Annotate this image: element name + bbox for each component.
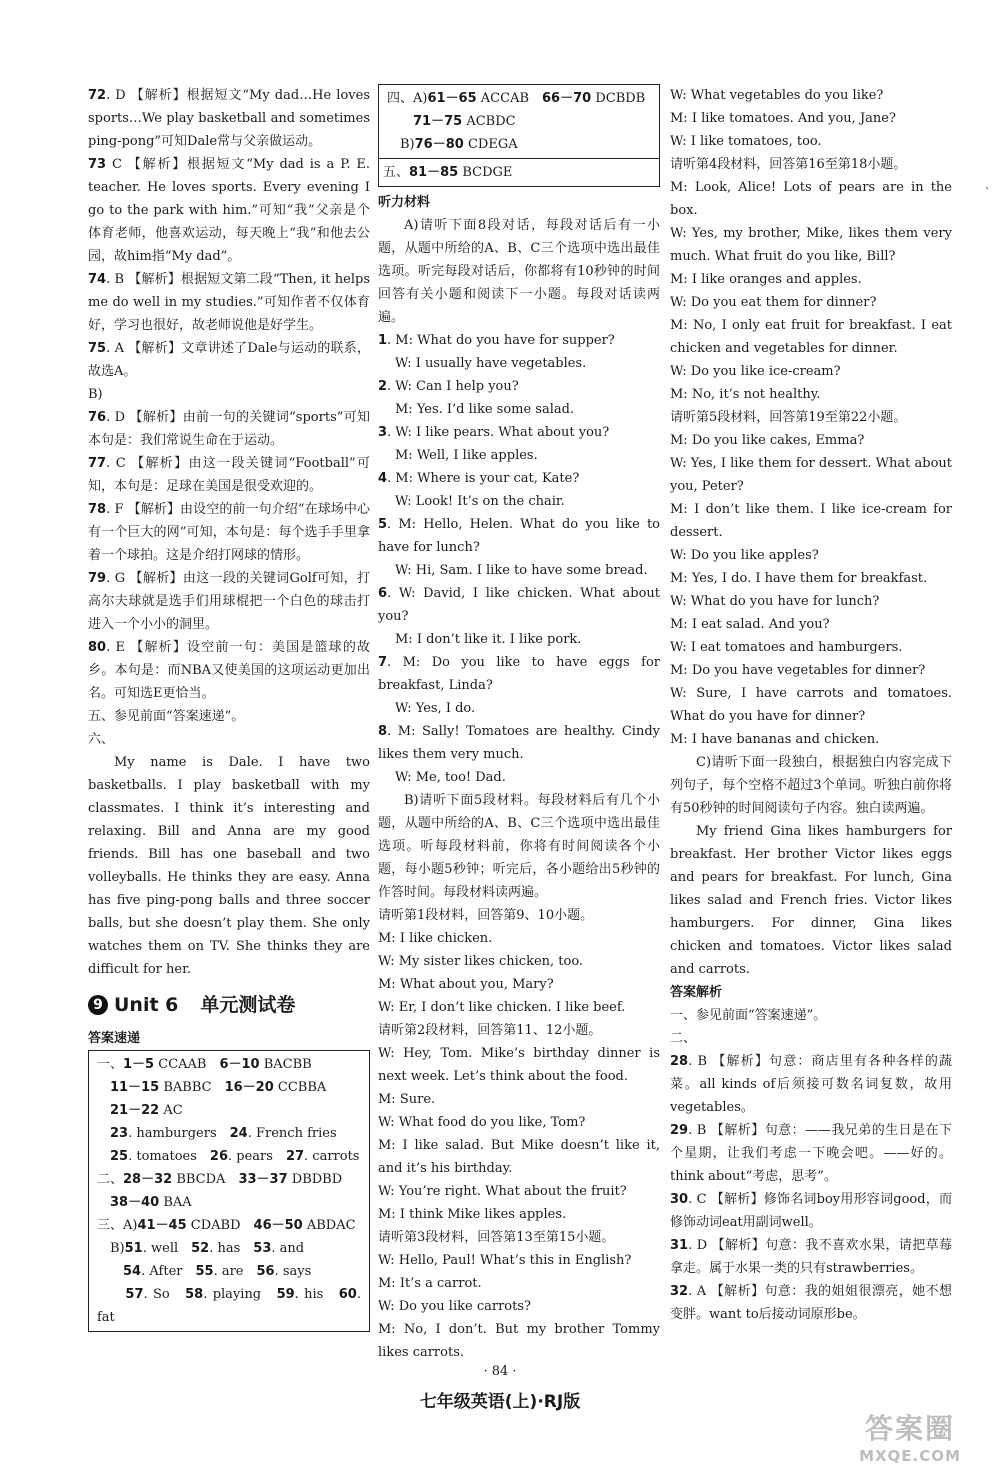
transcript-line: M: I like tomatoes. And you, Jane? (670, 111, 896, 126)
transcript-line: 请听第3段材料，回答第13至第15小题。 (378, 1230, 615, 1245)
analysis-line: 29. B 【解析】句意：——我兄弟的生日是在下个星期，让我们考虑一下晚会吧。——好的。think about“考虑，思考”。 (670, 1123, 952, 1184)
transcript-line: 请听第4段材料，回答第16至第18小题。 (670, 157, 907, 172)
answer-row: 五、81－85 BCDGE (383, 165, 513, 180)
transcript-line: M: I eat salad. And you? (670, 617, 830, 632)
answer-row: 三、A)41－45 CDABD 46－50 ABDAC (97, 1218, 356, 1233)
analysis-line: 31. D 【解析】句意：我不喜欢水果，请把草莓拿走。属于水果一类的只有strawberries。 (670, 1238, 952, 1276)
transcript-line: 6. W: David, I like chicken. What about you? (378, 586, 660, 624)
transcript-line: W: Yes, my brother, Mike, likes them very much. What fruit do you like, Bill? (670, 226, 952, 264)
transcript-line: 3. W: I like pears. What about you? (378, 425, 610, 440)
transcript-line: M: I think Mike likes apples. (378, 1207, 567, 1222)
text-line: B) (88, 387, 103, 402)
transcript-line: M: No, I don’t. But my brother Tommy likes carrots. (378, 1322, 660, 1360)
transcript-line: M: It’s a carrot. (378, 1276, 482, 1291)
answer-row: 71－75 ACBDC (413, 114, 516, 129)
transcript-line: W: What food do you like, Tom? (378, 1115, 586, 1130)
transcript-line: W: Me, too! Dad. (395, 770, 506, 785)
answer-row: 54. After 55. are 56. says (123, 1264, 312, 1279)
transcript-line: W: Hi, Sam. I like to have some bread. (395, 563, 648, 578)
transcript-line: W: I like tomatoes, too. (670, 134, 822, 149)
answer-row: 一、1－5 CCAAB 6－10 BACBB (97, 1057, 312, 1072)
watermark-url: MXQE.COM (859, 1447, 961, 1465)
text-line: 六、 (88, 732, 115, 747)
unit-name: Unit 6 (114, 993, 179, 1016)
unit-badge: 9 (88, 995, 108, 1015)
answer-row: 四、A)61－65 ACCAB 66－70 DCBDB (387, 91, 646, 106)
analysis-line: 32. A 【解析】句意：我的姐姐很漂亮，她不想变胖。want to后接动词原形be。 (670, 1284, 952, 1322)
transcript-line: M: Look, Alice! Lots of pears are in the box. (670, 180, 952, 218)
text-line: 75. A 【解析】文章讲述了Dale与运动的联系，故选A。 (88, 341, 370, 379)
answer-row: 57. So 58. playing 59. his 60. fat (97, 1287, 361, 1325)
text-line: 79. G 【解析】由这一段的关键词Golf可知，打高尔夫球就是选手们用球棍把一个白色的球击打进入一个小小的洞里。 (88, 571, 370, 632)
transcript-line: M: Sure. (378, 1092, 436, 1107)
transcript-line: W: What do you have for lunch? (670, 594, 880, 609)
listening-transcript-cont (670, 84, 952, 981)
transcript-line: W: I usually have vegetables. (395, 356, 587, 371)
transcript-line: W: Do you like apples? (670, 548, 819, 563)
transcript-line: W: Sure, I have carrots and tomatoes. What do you have for dinner? (670, 686, 952, 724)
transcript-line: W: Do you eat them for dinner? (670, 295, 877, 310)
transcript-line: M: Do you have vegetables for dinner? (670, 663, 926, 678)
text-line: 77. C 【解析】由这一段关键词“Football”可知，本句是：足球在美国是很受欢迎的。 (88, 456, 370, 494)
text-line: My name is Dale. I have two basketballs. I play basketball with my classmates. I think it’s interesting and relaxing. Bill and Anna are my good friends. Bill has one baseball and two volleyballs. He thinks they are easy. Anna has five ping-pong balls and three soccer balls, but she doesn’t play them. She only watches them on TV. She thinks they are difficult for her. (88, 755, 370, 977)
right-column (670, 84, 952, 1326)
middle-column (378, 84, 660, 1364)
listening-material-label: 听力材料 (378, 195, 431, 210)
text-line: 73 C 【解析】根据短文“My dad is a P. E. teacher. He loves sports. Every evening I go to the park with him.”可知“我”父亲是个体育老师，他喜欢运动，每天晚上“我”和他去公园，故him指“My dad”。 (88, 157, 370, 264)
transcript-line: M: Yes. I’d like some salad. (395, 402, 575, 417)
book-title: 七年级英语(上)·RJ版 (419, 1392, 581, 1412)
watermark-logo (830, 1412, 990, 1470)
left-column (88, 84, 370, 1332)
text-line: 五、参见前面“答案速递”。 (88, 709, 245, 724)
answer-key-box-reading (378, 84, 660, 159)
transcript-line: M: Yes, I do. I have them for breakfast. (670, 571, 928, 586)
transcript-line: 5. M: Hello, Helen. What do you like to have for lunch? (378, 517, 660, 555)
text-line: 78. F 【解析】由设空的前一句介绍“在球场中心有一个巨大的网”可知，本句是：每个选手手里拿着一个球拍。这是介绍打网球的情形。 (88, 502, 370, 563)
transcript-line: M: I like salad. But Mike doesn’t like it, and it’s his birthday. (378, 1138, 660, 1176)
transcript-line: M: No, it’s not healthy. (670, 387, 821, 402)
transcript-line: M: I like chicken. (378, 931, 493, 946)
transcript-line: 1. M: What do you have for supper? (378, 333, 615, 348)
edge-mark: 、 (985, 178, 996, 191)
transcript-line: 请听第2段材料，回答第11、12小题。 (378, 1023, 602, 1038)
transcript-line: 8. M: Sally! Tomatoes are healthy. Cindy likes them very much. (378, 724, 660, 762)
transcript-line: W: Er, I don’t like chicken. I like beef. (378, 1000, 626, 1015)
transcript-line: W: Hello, Paul! What’s this in English? (378, 1253, 632, 1268)
answer-row: B)76－80 CDEGA (387, 137, 518, 152)
transcript-line: M: Do you like cakes, Emma? (670, 433, 865, 448)
answer-row: 38－40 BAA (110, 1195, 192, 1210)
answer-row: 二、28－32 BBCDA 33－37 DBDBD (97, 1172, 343, 1187)
unit-title: 单元测试卷 (200, 993, 296, 1016)
transcript-line: M: I have bananas and chicken. (670, 732, 880, 747)
transcript-line: M: Well, I like apples. (395, 448, 538, 463)
answer-analysis-label: 答案解析 (670, 985, 723, 1000)
transcript-line: W: Look! It’s on the chair. (395, 494, 565, 509)
transcript-line: W: Yes, I like them for dessert. What about you, Peter? (670, 456, 952, 494)
transcript-line: C)请听下面一段独白，根据独白内容完成下列句子，每个空格不超过3个单词。听独白前你将有50秒钟的时间阅读句子内容。独白读两遍。 (670, 755, 952, 816)
answer-key-box (88, 1050, 370, 1332)
text-line: 80. E 【解析】设空前一句：美国是篮球的故乡。本句是：而NBA又使美国的这项运动更加出名。可知选E更恰当。 (88, 640, 370, 701)
transcript-line: W: Yes, I do. (395, 701, 476, 716)
answer-analysis (670, 1004, 952, 1326)
unit-heading (88, 985, 370, 1025)
answer-key-box-five (378, 159, 660, 187)
transcript-line: 请听第5段材料，回答第19至第22小题。 (670, 410, 907, 425)
transcript-line: W: I eat tomatoes and hamburgers. (670, 640, 903, 655)
answer-row: B)51. well 52. has 53. and (97, 1241, 305, 1256)
transcript-line: W: You’re right. What about the fruit? (378, 1184, 627, 1199)
analysis-line: 28. B 【解析】句意：商店里有各种各样的蔬菜。all kinds of后须接可数名词复数，故用vegetables。 (670, 1054, 952, 1115)
transcript-line: M: I don’t like them. I like ice-cream for dessert. (670, 502, 952, 540)
text-line: 74. B 【解析】根据短文第二段“Then, it helps me do well in my studies.”可知作者不仅体育好，学习也很好，故老师说他是好学生。 (88, 272, 370, 333)
transcript-line: M: I don’t like it. I like pork. (395, 632, 582, 647)
analysis-line: 30. C 【解析】修饰名词boy用形容词good，而修饰动词eat用副词well。 (670, 1192, 952, 1230)
answer-row: 25. tomatoes 26. pears 27. carrots (110, 1149, 360, 1164)
transcript-line: W: Hey, Tom. Mike’s birthday dinner is next week. Let’s think about the food. (378, 1046, 660, 1084)
transcript-line: 7. M: Do you like to have eggs for breakfast, Linda? (378, 655, 660, 693)
watermark-text: 答案圈 (864, 1412, 955, 1445)
transcript-line: B)请听下面5段材料。每段材料后有几个小题，从题中所给的A、B、C三个选项中选出最佳选项。听每段材料前，你将有时间阅读各个小题，每小题5秒钟；听完后，各小题给出5秒钟的作答时间。每段材料读两遍。 (378, 793, 660, 900)
transcript-line: W: My sister likes chicken, too. (378, 954, 584, 969)
answer-row: 11－15 BABBC 16－20 CCBBA (110, 1080, 327, 1095)
transcript-line: M: What about you, Mary? (378, 977, 554, 992)
transcript-line: 2. W: Can I help you? (378, 379, 519, 394)
transcript-line: My friend Gina likes hamburgers for breakfast. Her brother Victor likes eggs and pears for breakfast. For lunch, Gina likes salad and French fries. Victor likes hamburgers. For dinner, Gina likes chicken and tomatoes. Victor likes salad and carrots. (670, 824, 952, 977)
answer-row: 21－22 AC (110, 1103, 183, 1118)
transcript-line: 请听第1段材料，回答第9、10小题。 (378, 908, 594, 923)
answer-row: 23. hamburgers 24. French fries (110, 1126, 337, 1141)
analysis-line: 一、参见前面“答案速递”。 (670, 1008, 827, 1023)
transcript-line: W: Do you like carrots? (378, 1299, 531, 1314)
transcript-line: M: No, I only eat fruit for breakfast. I eat chicken and vegetables for dinner. (670, 318, 952, 356)
analysis-line: 二、 (670, 1031, 697, 1046)
page-number: · 84 · (483, 1364, 517, 1379)
transcript-line: W: Do you like ice-cream? (670, 364, 841, 379)
transcript-line: W: What vegetables do you like? (670, 88, 884, 103)
transcript-line: A)请听下面8段对话，每段对话后有一小题，从题中所给的A、B、C三个选项中选出最佳选项。听完每段对话后，你都将有10秒钟的时间回答有关小题和阅读下一小题。每段对话读两遍。 (378, 218, 660, 325)
answer-explanations (88, 84, 370, 981)
text-line: 76. D 【解析】由前一句的关键词“sports”可知本句是：我们常说生命在于运动。 (88, 410, 370, 448)
transcript-line: 4. M: Where is your cat, Kate? (378, 471, 580, 486)
transcript-line: M: I like oranges and apples. (670, 272, 862, 287)
listening-transcript (378, 214, 660, 1364)
answer-key-label: 答案速递 (88, 1031, 141, 1046)
text-line: 72. D 【解析】根据短文“My dad…He loves sports…We play basketball and sometimes ping-pong”可知Dale常与父亲做运动。 (88, 88, 370, 149)
